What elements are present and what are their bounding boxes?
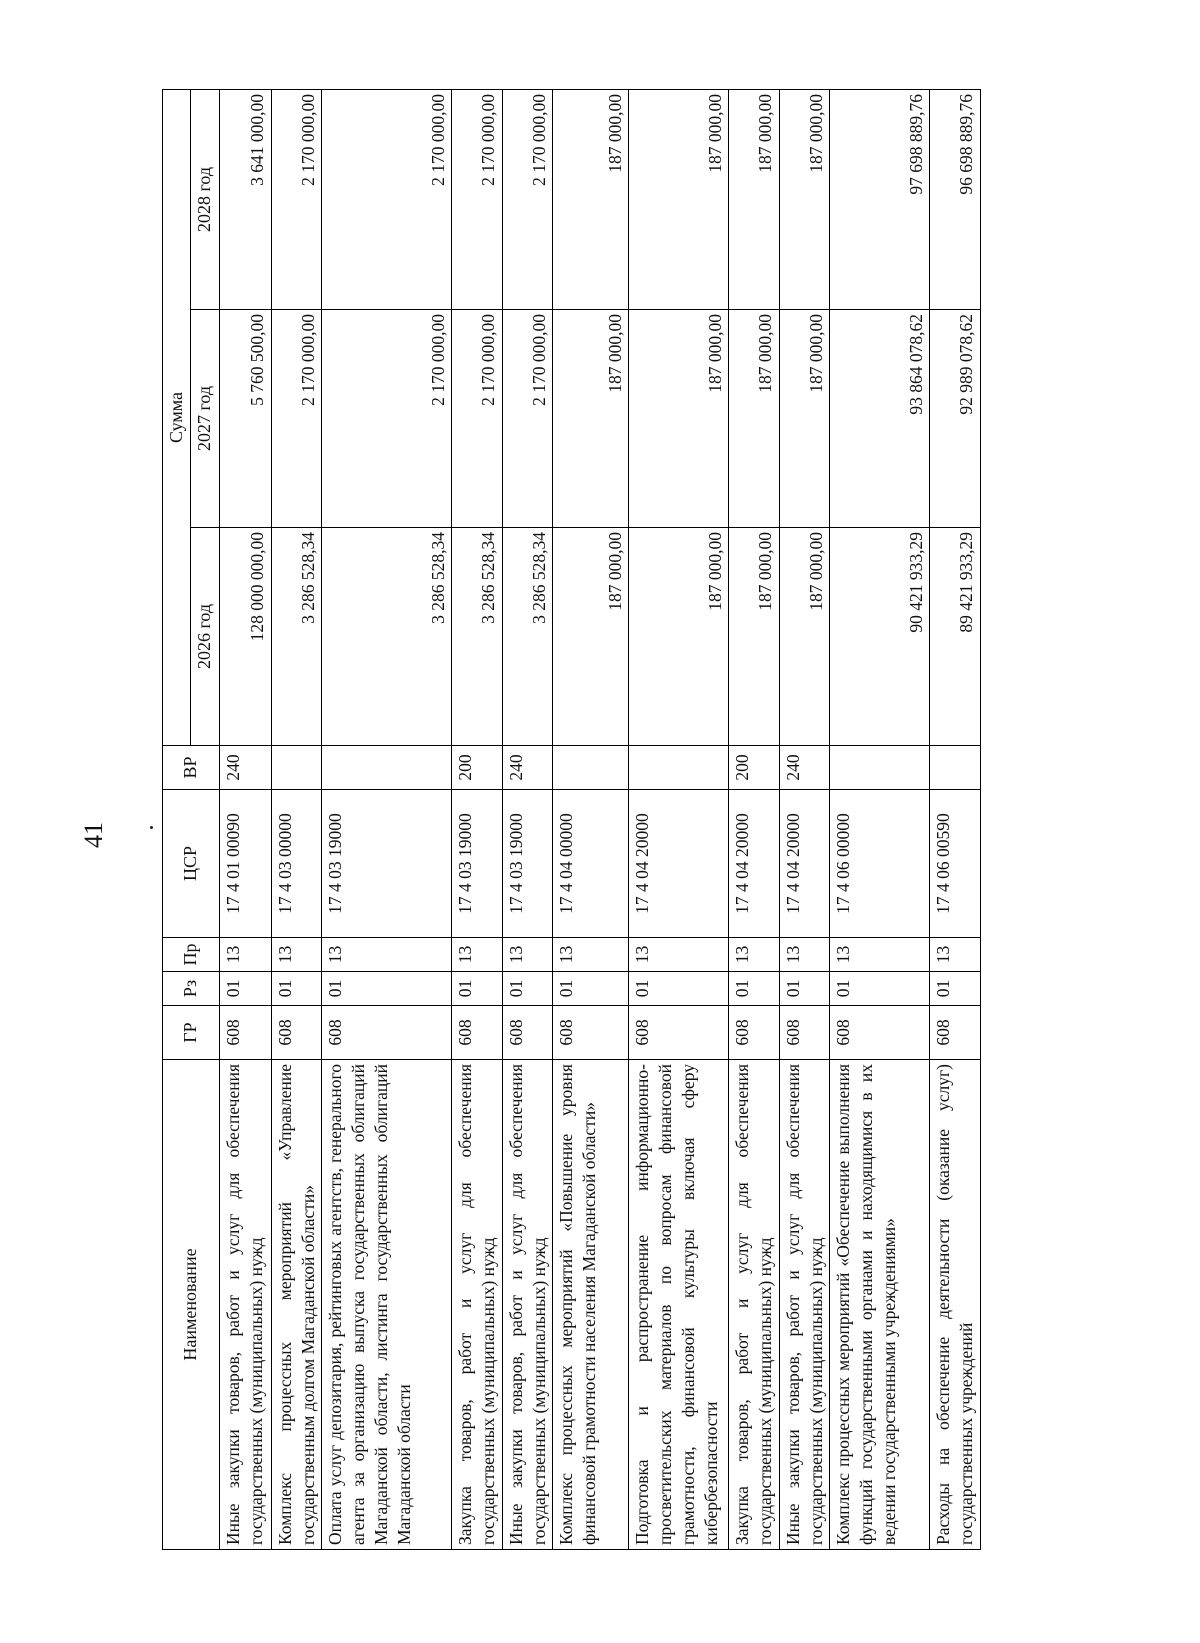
cell-rz: 01 xyxy=(830,972,930,1006)
cell-rz: 01 xyxy=(271,972,322,1006)
cell-pr: 13 xyxy=(930,938,981,972)
table-row xyxy=(830,89,930,1549)
cell-pr: 13 xyxy=(779,938,830,972)
cell-y2027: 187 000,00 xyxy=(629,310,729,528)
cell-vr xyxy=(830,746,930,790)
table-row xyxy=(452,89,503,1549)
cell-csr: 17 4 03 19000 xyxy=(322,790,452,938)
cell-vr xyxy=(271,746,322,790)
cell-gr: 608 xyxy=(553,1006,629,1060)
header-name: Наименование xyxy=(163,1060,220,1550)
rotated-table-container xyxy=(162,90,1048,1550)
cell-csr: 17 4 03 00000 xyxy=(271,790,322,938)
cell-rz: 01 xyxy=(930,972,981,1006)
cell-y2027: 2 170 000,00 xyxy=(322,310,452,528)
cell-pr: 13 xyxy=(629,938,729,972)
cell-csr: 17 4 04 20000 xyxy=(729,790,780,938)
cell-rz: 01 xyxy=(729,972,780,1006)
cell-pr: 13 xyxy=(219,938,271,972)
stray-dot xyxy=(150,826,153,829)
cell-y2026: 187 000,00 xyxy=(629,528,729,746)
table-row xyxy=(219,89,271,1549)
cell-y2027: 2 170 000,00 xyxy=(271,310,322,528)
header-2028: 2028 год xyxy=(191,89,219,309)
cell-rz: 01 xyxy=(502,972,553,1006)
cell-y2027: 92 989 078,62 xyxy=(930,310,981,528)
cell-gr: 608 xyxy=(322,1006,452,1060)
cell-gr: 608 xyxy=(779,1006,830,1060)
cell-gr: 608 xyxy=(502,1006,553,1060)
header-row xyxy=(163,89,191,1549)
table-row xyxy=(553,89,629,1549)
cell-rz: 01 xyxy=(779,972,830,1006)
cell-name: Комплекс процессных мероприятий «Управление государственным долгом Магаданской области» xyxy=(271,1060,322,1550)
cell-y2027: 2 170 000,00 xyxy=(502,310,553,528)
table-row xyxy=(729,89,780,1549)
cell-pr: 13 xyxy=(830,938,930,972)
cell-rz: 01 xyxy=(452,972,503,1006)
header-sum: Сумма xyxy=(163,89,191,745)
table-row xyxy=(629,89,729,1549)
cell-pr: 13 xyxy=(553,938,629,972)
cell-vr: 240 xyxy=(219,746,271,790)
cell-pr: 13 xyxy=(452,938,503,972)
cell-vr xyxy=(629,746,729,790)
cell-y2026: 187 000,00 xyxy=(553,528,629,746)
cell-y2028: 2 170 000,00 xyxy=(452,89,503,309)
table-row xyxy=(271,89,322,1549)
cell-rz: 01 xyxy=(219,972,271,1006)
cell-y2026: 128 000 000,00 xyxy=(219,528,271,746)
cell-vr: 240 xyxy=(502,746,553,790)
cell-name: Иные закупки товаров, работ и услуг для обеспечения государственных (муниципальных) нужд xyxy=(779,1060,830,1550)
cell-y2026: 89 421 933,29 xyxy=(930,528,981,746)
cell-y2026: 187 000,00 xyxy=(729,528,780,746)
cell-name: Закупка товаров, работ и услуг для обеспечения государственных (муниципальных) нужд xyxy=(452,1060,503,1550)
cell-rz: 01 xyxy=(553,972,629,1006)
cell-csr: 17 4 06 00590 xyxy=(930,790,981,938)
cell-y2027: 187 000,00 xyxy=(779,310,830,528)
cell-gr: 608 xyxy=(930,1006,981,1060)
table-row xyxy=(322,89,452,1549)
cell-y2028: 187 000,00 xyxy=(729,89,780,309)
cell-y2028: 2 170 000,00 xyxy=(502,89,553,309)
cell-gr: 608 xyxy=(219,1006,271,1060)
cell-name: Иные закупки товаров, работ и услуг для обеспечения государственных (муниципальных) нужд xyxy=(219,1060,271,1550)
cell-y2026: 3 286 528,34 xyxy=(322,528,452,746)
cell-csr: 17 4 04 00000 xyxy=(553,790,629,938)
cell-gr: 608 xyxy=(629,1006,729,1060)
header-csr: ЦСР xyxy=(163,790,220,938)
cell-y2027: 5 760 500,00 xyxy=(219,310,271,528)
cell-y2026: 3 286 528,34 xyxy=(502,528,553,746)
cell-vr xyxy=(553,746,629,790)
cell-y2028: 2 170 000,00 xyxy=(271,89,322,309)
cell-vr: 200 xyxy=(729,746,780,790)
header-2026: 2026 год xyxy=(191,528,219,746)
page-number: 41 xyxy=(79,822,108,848)
header-rz: Рз xyxy=(163,972,220,1006)
table-row xyxy=(930,89,981,1549)
cell-csr: 17 4 03 19000 xyxy=(502,790,553,938)
cell-name: Комплекс процессных мероприятий «Повышение уровня финансовой грамотности населения Магаданской области» xyxy=(553,1060,629,1550)
cell-gr: 608 xyxy=(830,1006,930,1060)
cell-y2028: 187 000,00 xyxy=(553,89,629,309)
cell-gr: 608 xyxy=(452,1006,503,1060)
cell-y2028: 187 000,00 xyxy=(629,89,729,309)
cell-y2028: 97 698 889,76 xyxy=(830,89,930,309)
cell-name: Подготовка и распространение информационно-просветительских материалов по вопросам финансовой грамотности, финансовой культуры включая сферу кибербезопасности xyxy=(629,1060,729,1550)
cell-name: Оплата услуг депозитария, рейтинговых агентств, генерального агента за организацию выпуска государственных облигаций Магаданской области, листинга государственных облигаций Магаданской области xyxy=(322,1060,452,1550)
cell-pr: 13 xyxy=(322,938,452,972)
cell-name: Закупка товаров, работ и услуг для обеспечения государственных (муниципальных) нужд xyxy=(729,1060,780,1550)
cell-csr: 17 4 04 20000 xyxy=(629,790,729,938)
cell-csr: 17 4 03 19000 xyxy=(452,790,503,938)
cell-vr: 240 xyxy=(779,746,830,790)
cell-name: Комплекс процессных мероприятий «Обеспечение выполнения функций государственными органами и находящимися в их ведении государственными учреждениями» xyxy=(830,1060,930,1550)
cell-pr: 13 xyxy=(729,938,780,972)
cell-vr xyxy=(930,746,981,790)
cell-vr xyxy=(322,746,452,790)
header-2027: 2027 год xyxy=(191,310,219,528)
cell-rz: 01 xyxy=(629,972,729,1006)
cell-y2028: 96 698 889,76 xyxy=(930,89,981,309)
cell-rz: 01 xyxy=(322,972,452,1006)
header-vr: ВР xyxy=(163,746,220,790)
cell-pr: 13 xyxy=(271,938,322,972)
header-gr: ГР xyxy=(163,1006,220,1060)
cell-y2028: 3 641 000,00 xyxy=(219,89,271,309)
cell-csr: 17 4 06 00000 xyxy=(830,790,930,938)
cell-y2027: 93 864 078,62 xyxy=(830,310,930,528)
cell-y2027: 187 000,00 xyxy=(553,310,629,528)
table-row xyxy=(779,89,830,1549)
budget-table xyxy=(162,89,981,1550)
cell-y2026: 3 286 528,34 xyxy=(271,528,322,746)
cell-name: Иные закупки товаров, работ и услуг для обеспечения государственных (муниципальных) нужд xyxy=(502,1060,553,1550)
cell-y2028: 187 000,00 xyxy=(779,89,830,309)
cell-y2026: 90 421 933,29 xyxy=(830,528,930,746)
cell-y2028: 2 170 000,00 xyxy=(322,89,452,309)
cell-vr: 200 xyxy=(452,746,503,790)
cell-y2026: 187 000,00 xyxy=(779,528,830,746)
cell-y2027: 187 000,00 xyxy=(729,310,780,528)
header-pr: Пр xyxy=(163,938,220,972)
cell-gr: 608 xyxy=(729,1006,780,1060)
cell-gr: 608 xyxy=(271,1006,322,1060)
cell-y2027: 2 170 000,00 xyxy=(452,310,503,528)
cell-y2026: 3 286 528,34 xyxy=(452,528,503,746)
cell-csr: 17 4 04 20000 xyxy=(779,790,830,938)
cell-pr: 13 xyxy=(502,938,553,972)
cell-name: Расходы на обеспечение деятельности (оказание услуг) государственных учреждений xyxy=(930,1060,981,1550)
table-row xyxy=(502,89,553,1549)
cell-csr: 17 4 01 00090 xyxy=(219,790,271,938)
